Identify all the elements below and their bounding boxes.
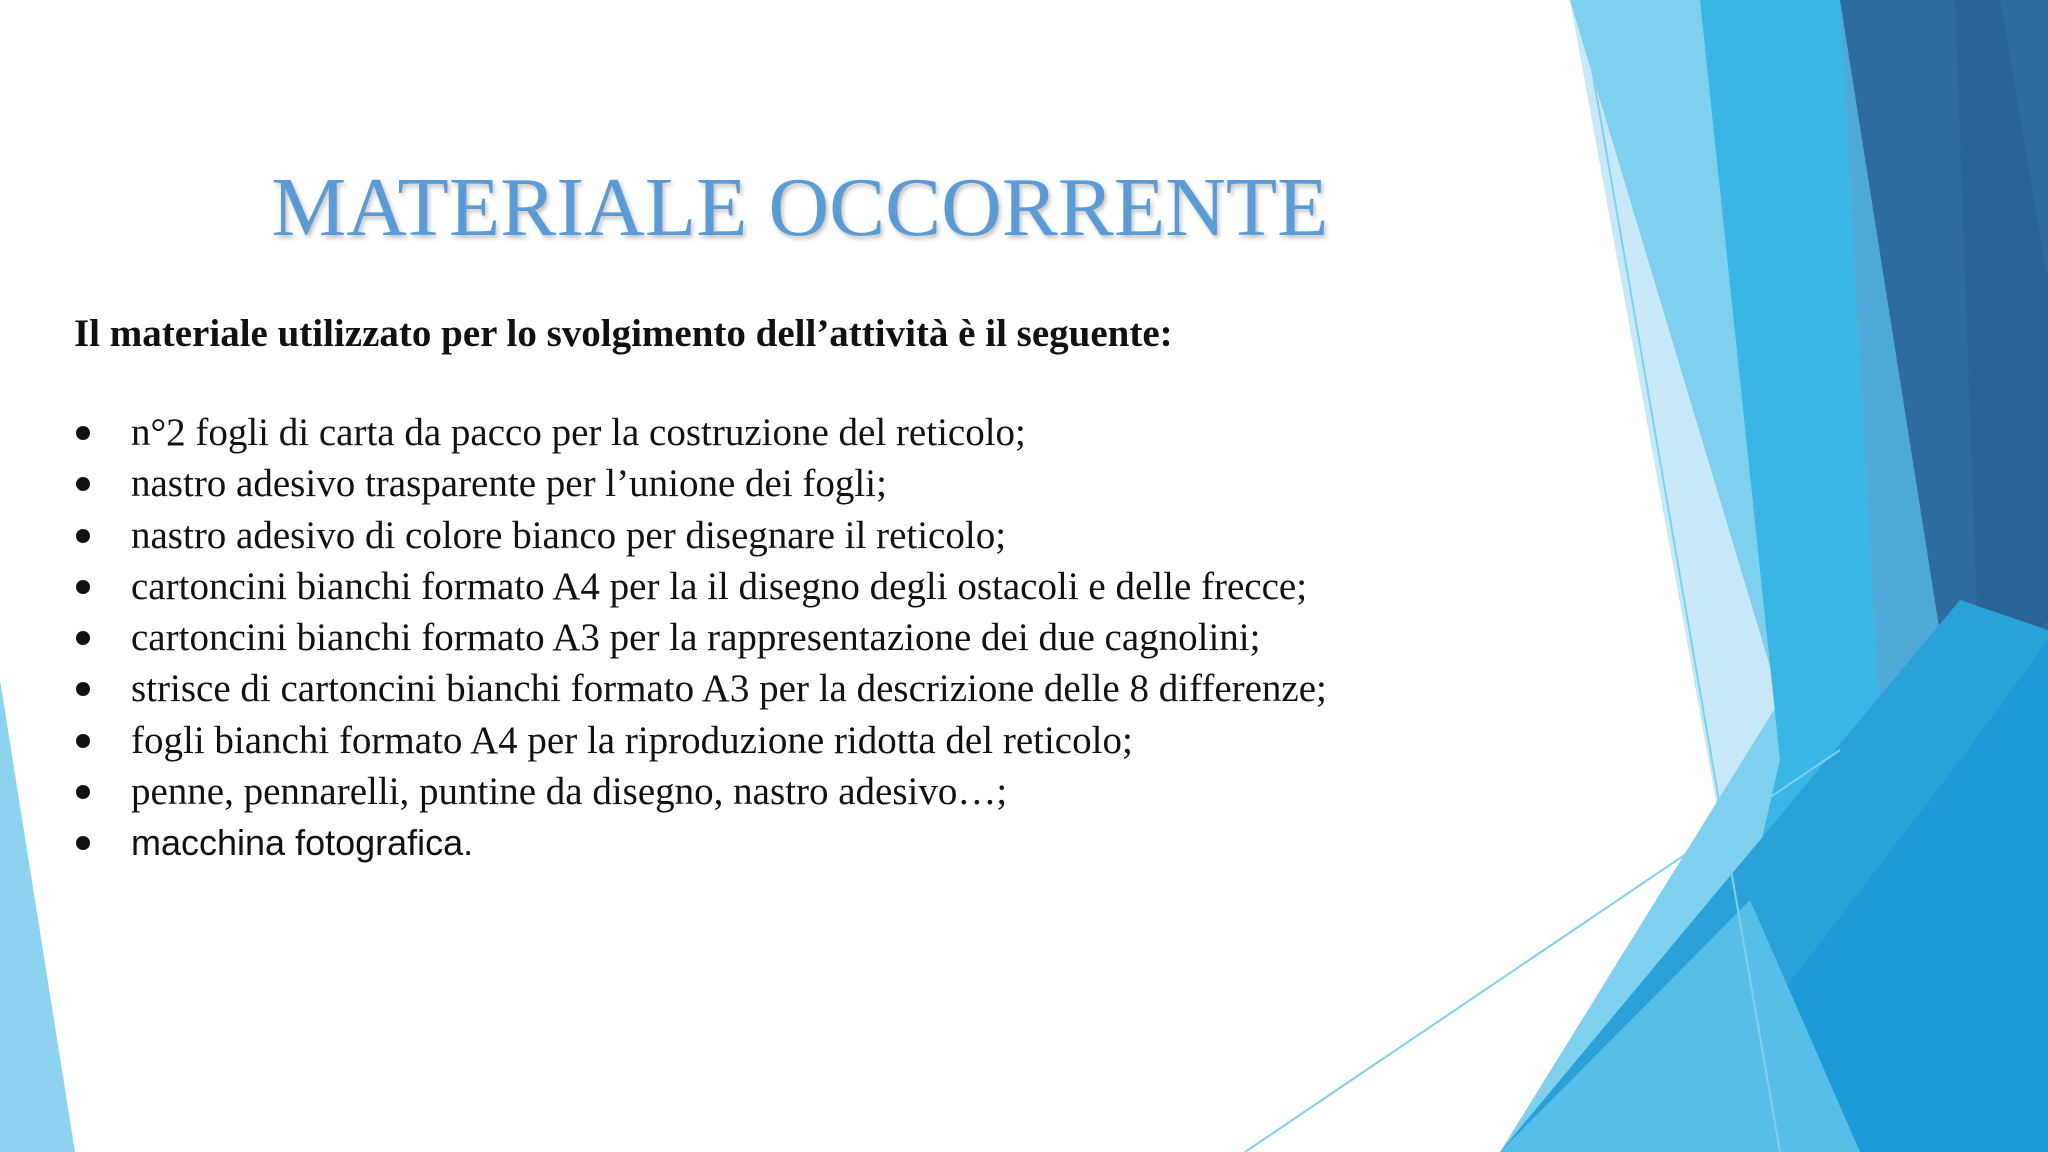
- bullet-icon: [76, 785, 90, 799]
- bullet-icon: [76, 529, 90, 543]
- list-item: [74, 407, 1327, 458]
- intro-text: Il materiale utilizzato per lo svolgimento dell’attività è il seguente:: [74, 312, 1173, 355]
- list-item: [74, 612, 1327, 663]
- bullet-icon: [76, 734, 90, 748]
- bullet-icon: [76, 580, 90, 594]
- list-item: [74, 715, 1327, 766]
- list-item-text: strisce di cartoncini bianchi formato A3 per la descrizione delle 8 differenze;: [131, 667, 1327, 711]
- list-item-text: cartoncini bianchi formato A3 per la rappresentazione dei due cagnolini;: [131, 616, 1261, 660]
- materials-list: [74, 407, 1327, 869]
- list-item: [74, 510, 1327, 561]
- list-item-text: fogli bianchi formato A4 per la riproduzione ridotta del reticolo;: [131, 718, 1133, 762]
- list-item: [74, 458, 1327, 509]
- bullet-icon: [76, 631, 90, 645]
- list-item: [74, 561, 1327, 612]
- bullet-icon: [76, 836, 90, 850]
- list-item-text: penne, pennarelli, puntine da disegno, nastro adesivo…;: [131, 770, 1008, 814]
- list-item: [74, 663, 1327, 714]
- list-item-text: macchina fotografica.: [131, 822, 474, 864]
- list-item-text: nastro adesivo trasparente per l’unione dei fogli;: [131, 462, 887, 506]
- list-item: [74, 817, 1327, 868]
- list-item: [74, 766, 1327, 817]
- list-item-text: n°2 fogli di carta da pacco per la costruzione del reticolo;: [131, 411, 1026, 454]
- list-item-text: nastro adesivo di colore bianco per disegnare il reticolo;: [131, 513, 1007, 557]
- slide-title: MATERIALE OCCORRENTE: [271, 161, 1329, 254]
- bullet-icon: [76, 426, 90, 440]
- bullet-icon: [76, 682, 90, 696]
- list-item-text: cartoncini bianchi formato A4 per la il disegno degli ostacoli e delle frecce;: [131, 564, 1308, 608]
- bg-shape-left-wedge: [0, 680, 75, 1152]
- bullet-icon: [76, 477, 90, 491]
